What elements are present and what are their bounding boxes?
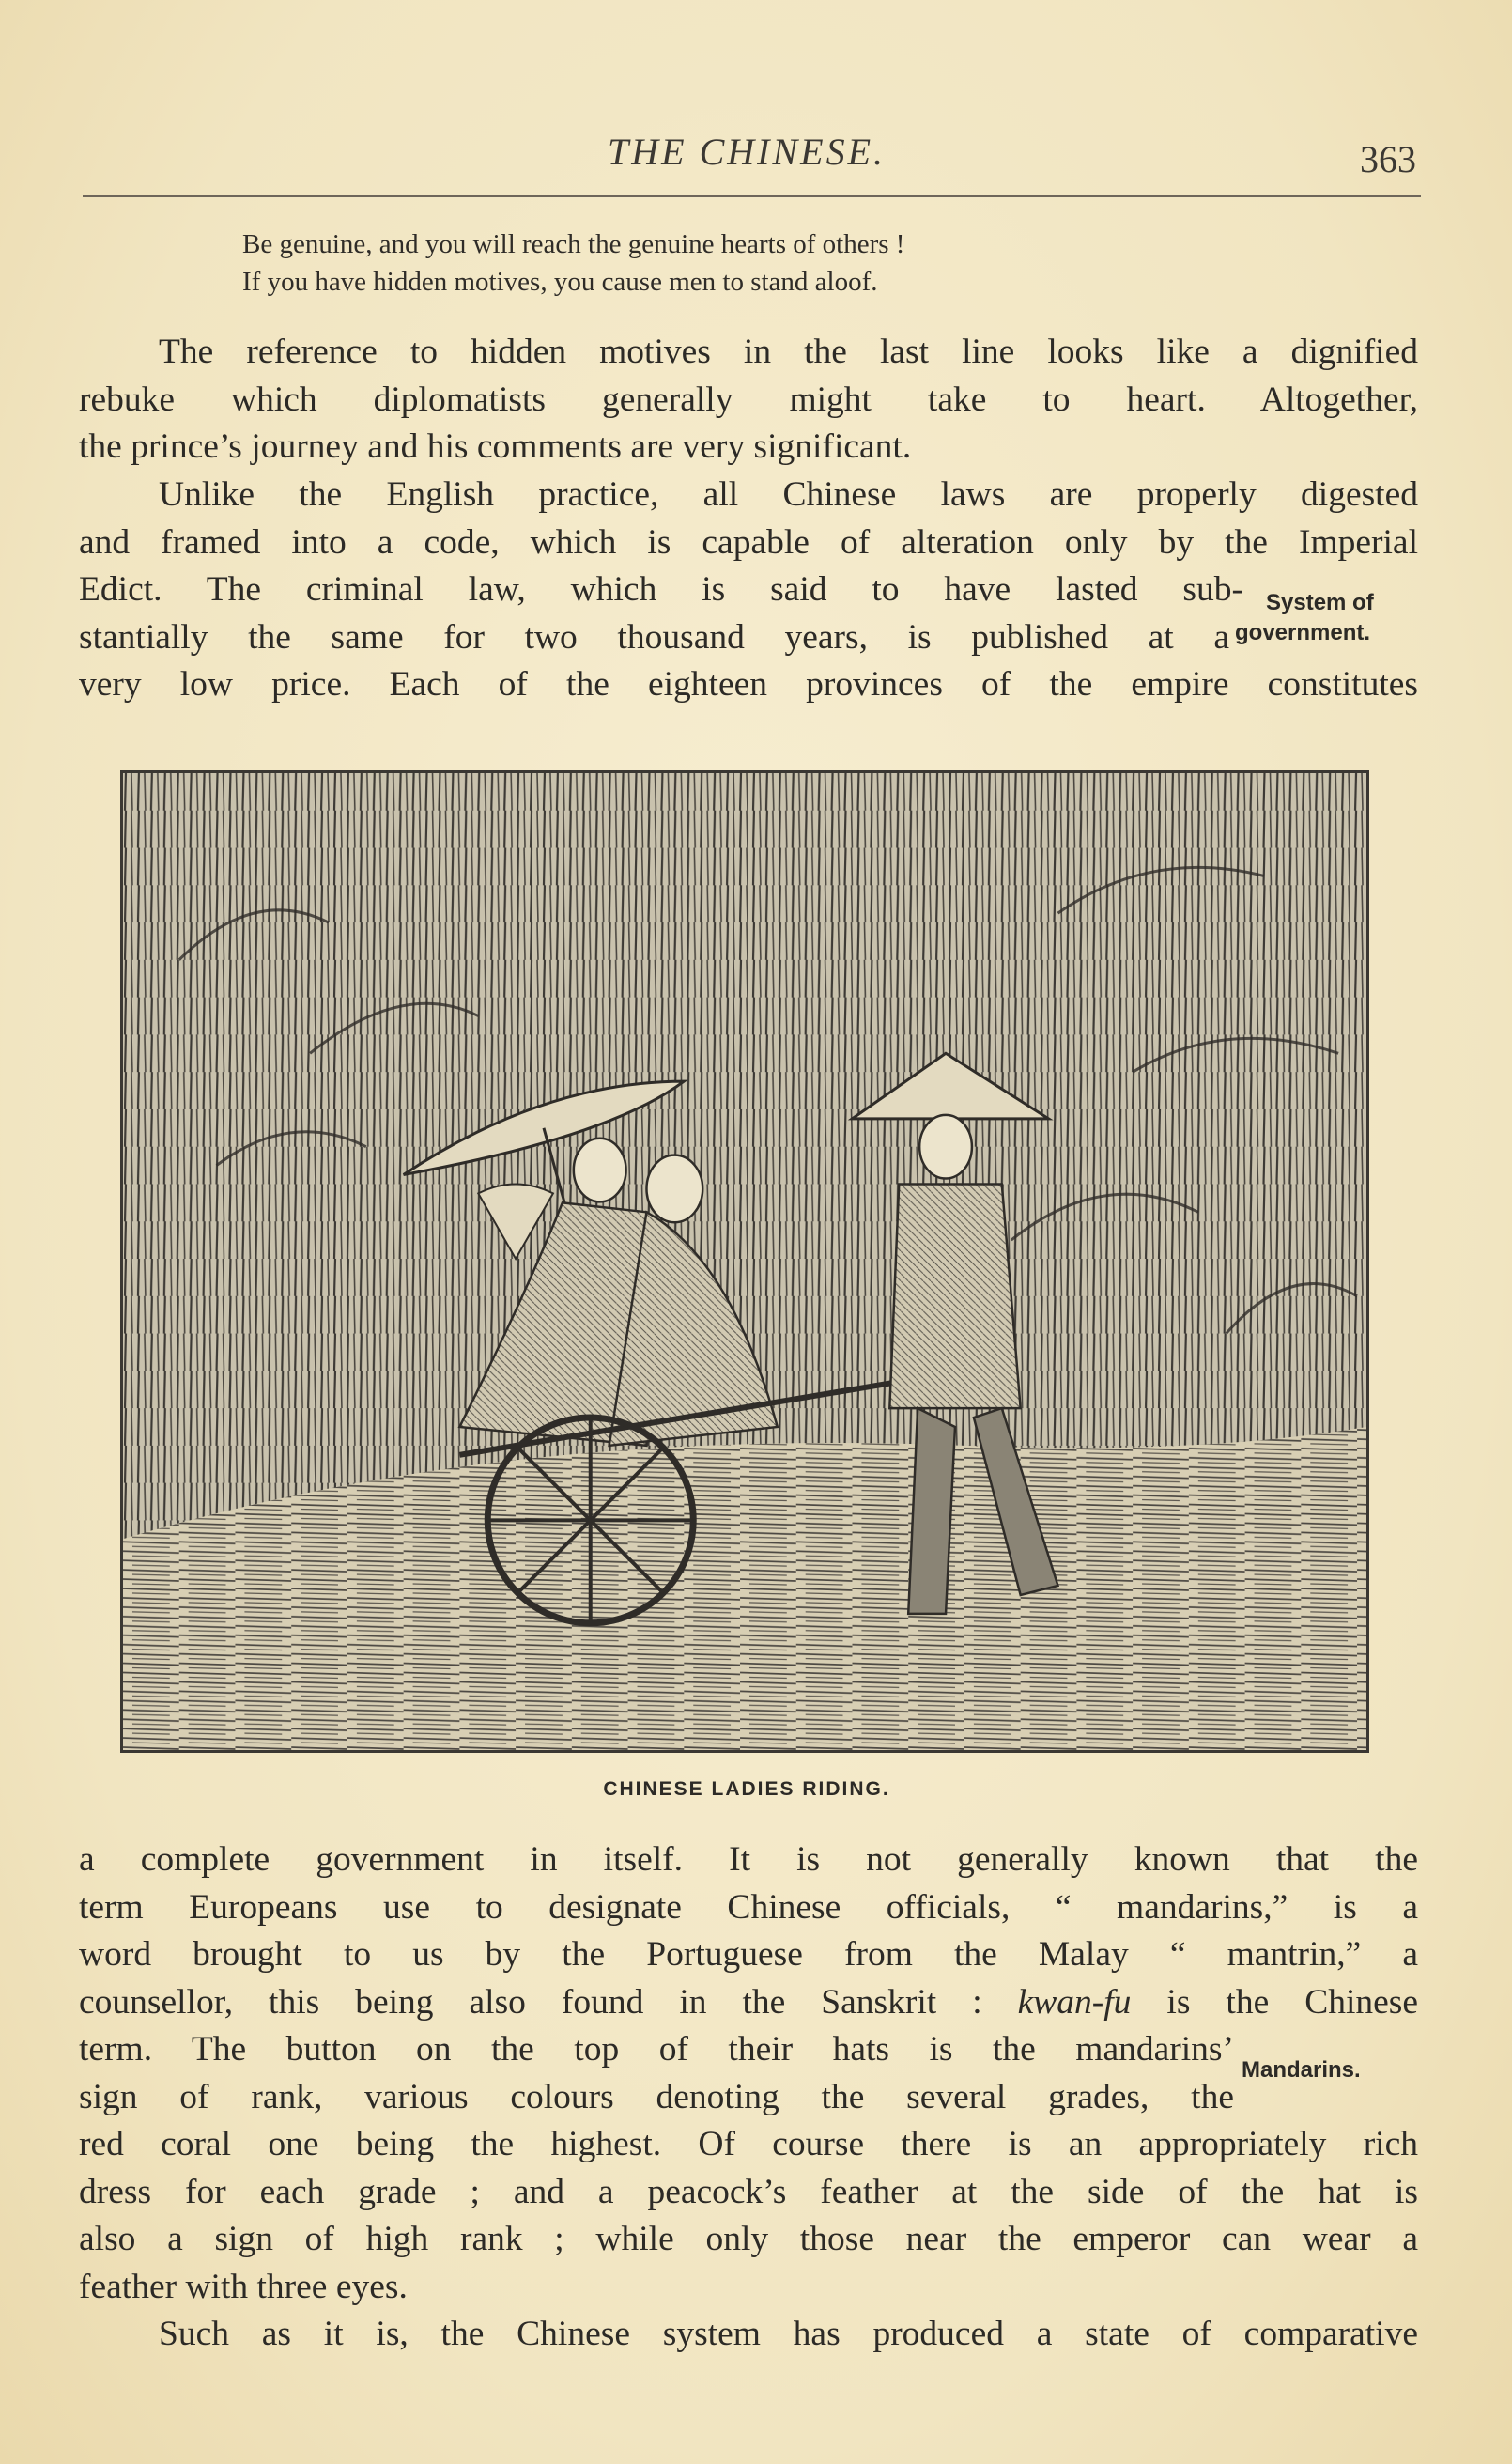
paragraph-chinese-laws	[79, 472, 1418, 709]
text-line: Unlike the English practice, all Chinese laws are properly digested	[159, 475, 1418, 514]
text-line: and framed into a code, which is capable of alteration only by the Imperial	[79, 522, 1418, 562]
text-line: very low price. Each of the eighteen provinces of the empire constitutes	[79, 665, 1418, 704]
running-title: THE CHINESE.	[608, 131, 886, 173]
text-line: the prince’s journey and his comments are very significant.	[79, 427, 912, 466]
sidenote-system-of: System of	[1266, 590, 1374, 615]
sidenote-government: government.	[1235, 620, 1371, 645]
text-line: red coral one being the highest. Of course there is an appropriately rich	[79, 2125, 1418, 2163]
text-segment: is the Chinese	[1131, 1982, 1419, 2022]
engraving-chinese-ladies-riding	[120, 770, 1369, 1753]
text-line: word brought to us by the Portuguese from the Malay “ mantrin,” a	[79, 1935, 1418, 1974]
epigraph-line: If you have hidden motives, you cause men to stand aloof.	[242, 267, 878, 297]
text-segment: counsellor, this being also found in the Sanskrit :	[79, 1982, 982, 2022]
paragraph-hidden-motives	[79, 329, 1418, 472]
text-line: sign of rank, various colours denoting the several grades, the	[79, 2077, 1234, 2116]
paragraph-mandarins	[79, 1836, 1418, 2311]
engraving-illustration	[123, 773, 1366, 1750]
text-line: term Europeans use to designate Chinese officials, “ mandarins,” is a	[79, 1887, 1418, 1927]
text-line: feather with three eyes.	[79, 2267, 408, 2306]
text-line: a complete government in itself. It is not generally known that the	[79, 1840, 1418, 1879]
kwan-fu-term: kwan-fu	[1017, 1982, 1132, 2022]
text-line: stantially the same for two thousand years, is published at a	[79, 617, 1229, 657]
text-line: Edict. The criminal law, which is said to have lasted sub-	[79, 570, 1243, 609]
epigraph	[242, 225, 1275, 301]
running-head	[0, 130, 1512, 180]
epigraph-line: Be genuine, and you will reach the genuine hearts of others !	[242, 229, 905, 259]
text-line: dress for each grade ; and a peacock’s feather at the side of the hat is	[79, 2172, 1418, 2211]
page-number: 363	[1360, 138, 1416, 180]
text-line: rebuke which diplomatists generally might take to heart. Altogether,	[79, 380, 1418, 419]
paragraph-chinese-system	[79, 2311, 1418, 2359]
figure-caption: CHINESE LADIES RIDING.	[603, 1778, 890, 1800]
sidenote-mandarins: Mandarins.	[1242, 2057, 1361, 2083]
header-rule	[83, 195, 1421, 197]
text-line: The reference to hidden motives in the last line looks like a dignified	[159, 333, 1418, 371]
text-line: term. The button on the top of their hats is the mandarins’	[79, 2030, 1234, 2069]
text-line-kwan-fu	[79, 1979, 1418, 2027]
text-line: also a sign of high rank ; while only those near the emperor can wear a	[79, 2220, 1418, 2258]
text-line: Such as it is, the Chinese system has produced a state of comparative	[159, 2315, 1418, 2353]
